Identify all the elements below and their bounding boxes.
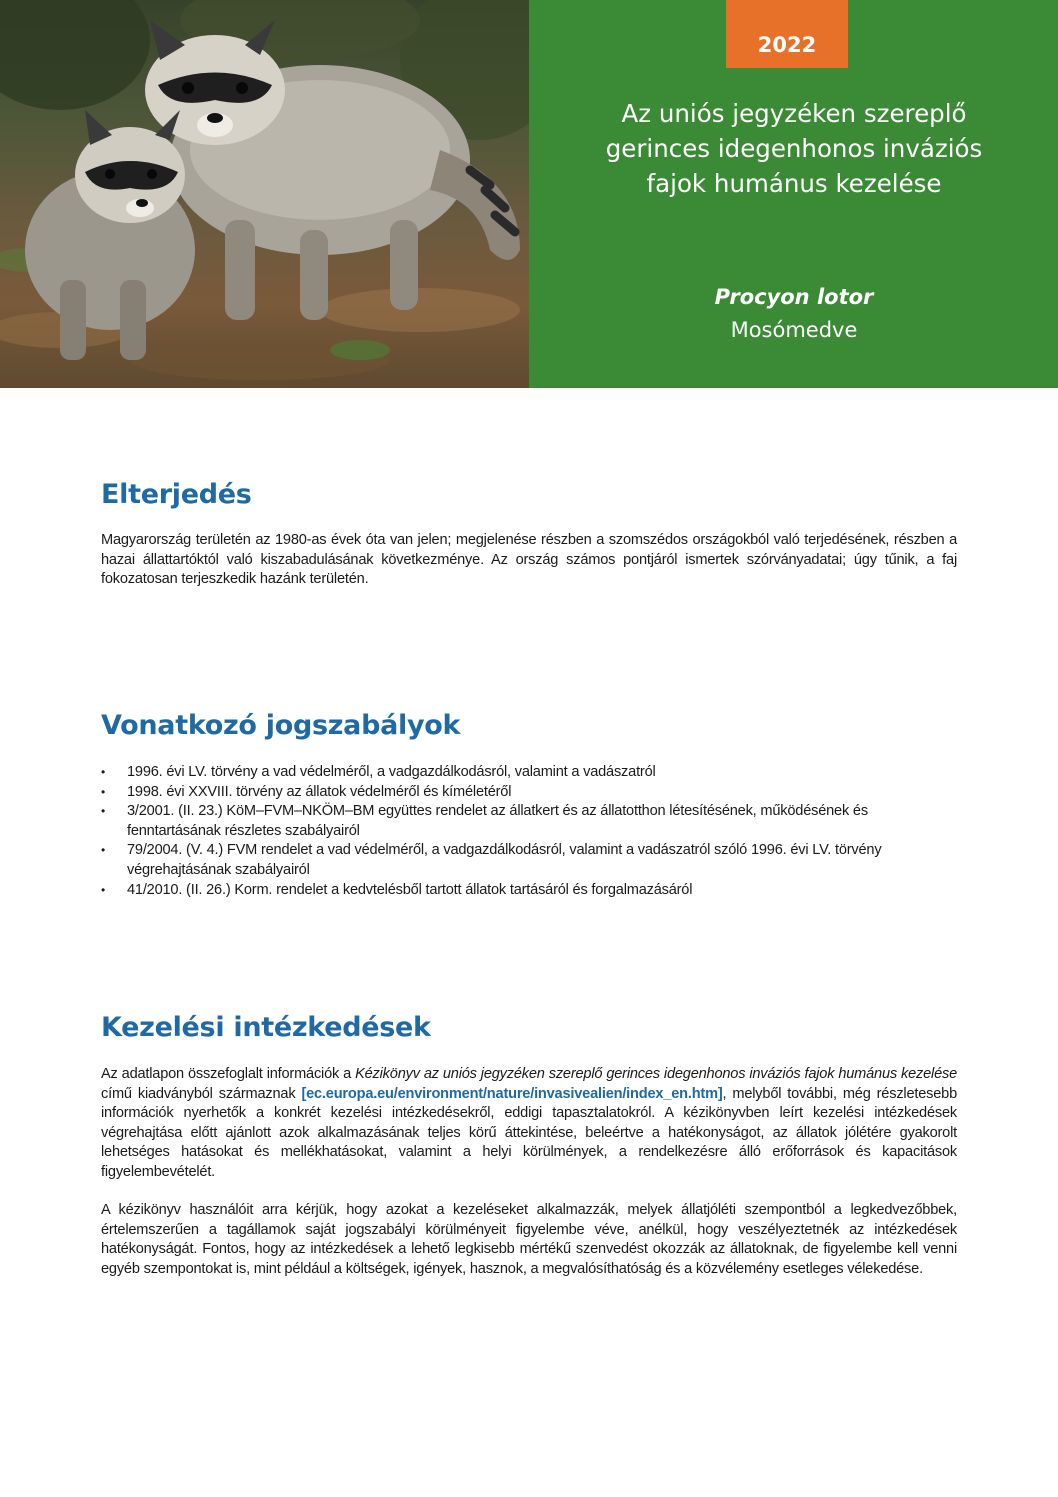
measures-mid: című kiadványból származnak — [101, 1085, 302, 1102]
distribution-text: Magyarország területén az 1980-as évek óta van jelen; megjelenése részben a szomszédos országokból való terjedésének, részben a hazai állattartóktól való kiszabadulásának következménye. Az ország számos pontjáról ismertek szórványadatai; úgy tűnik, a faj fokozatosan terjeszkedik hazánk területén. — [101, 532, 957, 588]
raccoon-photo — [0, 0, 529, 388]
handbook-title: Kézikönyv az uniós jegyzéken szereplő gerinces idegenhonos inváziós fajok humánus kezelése — [355, 1066, 958, 1082]
measures-intro: Az adatlapon összefoglalt információk a — [101, 1066, 356, 1082]
title-line-1: Az uniós jegyzéken szereplő — [621, 99, 967, 128]
section-title-measures: Kezelési intézkedések — [101, 1012, 431, 1043]
species-common-name: Mosómedve — [730, 318, 858, 342]
page-title — [560, 96, 1028, 201]
raccoon-illustration — [0, 0, 529, 388]
measures-paragraph-2: A kézikönyv használóit arra kérjük, hogy azokat a kezeléseket alkalmazzák, melyek állatjóléti szempontból a legkedvezőbbek, értelemszerűen a tagállamok saját jogszabályi körülményeit figyelembe véve, anélkül, hogy veszélyeztetnék az intézkedések hatékonyságát. Fontos, hogy az intézkedések a lehető legkisebb mértékű szenvedést okozzák az állatoknak, de figyelembe kell venni egyéb szempontokat is, mint például a költségek, igények, hasznok, a megvalósíthatóság és a közvélemény esetleges vélekedése. — [101, 1202, 957, 1277]
list-item: • 3/2001. (II. 23.) KöM–FVM–NKÖM–BM együttes rendelet az állatkert és az állatotthon létesítésének, működésének és fenntartásának részletes szabályairól — [101, 802, 957, 841]
list-item: • 1996. évi LV. törvény a vad védelméről, a vadgazdálkodásról, valamint a vadászatról — [101, 763, 957, 783]
legislation-list — [101, 763, 957, 900]
measures-paragraph-1 — [101, 1065, 957, 1183]
title-line-2: gerinces idegenhonos inváziós — [605, 134, 983, 163]
title-line-3: fajok humánus kezelése — [646, 169, 942, 198]
section-title-distribution: Elterjedés — [101, 479, 252, 510]
species-latin-name: Procyon lotor — [714, 285, 874, 309]
list-item: • 79/2004. (V. 4.) FVM rendelet a vad védelméről, a vadgazdálkodásról, valamint a vadászatról szóló 1996. évi LV. törvény végrehajtásának szabályairól — [101, 841, 957, 880]
list-item: • 1998. évi XXVIII. törvény az állatok védelméről és kíméletéről — [101, 783, 957, 803]
page-header — [0, 0, 1058, 388]
section-title-legislation: Vonatkozó jogszabályok — [101, 710, 461, 741]
list-item: • 41/2010. (II. 26.) Korm. rendelet a kedvtelésből tartott állatok tartásáról és forgalmazásáról — [101, 881, 957, 901]
measures-end: , melyből további, még részletesebb információk nyerhetők a konkrét kezelési intézkedésekről, eddigi tapasztalatokról. A kézikönyvben leírt kezelési intézkedések végrehajtása előtt ajánlott azok alkalmazásának teljes körű áttekintése, beleértve a hatékonyságot, az állatok jólétére gyakorolt lehetséges hatásokat és mellékhatásokat, valamint a helyi körülmények, a rendelkezésre álló erőforrások és kapacitások figyelembevételét. — [101, 1085, 957, 1180]
year-badge: 2022 — [726, 0, 848, 68]
ec-europa-link[interactable]: [ec.europa.eu/environment/nature/invasivealien/index_en.htm] — [301, 1085, 723, 1102]
